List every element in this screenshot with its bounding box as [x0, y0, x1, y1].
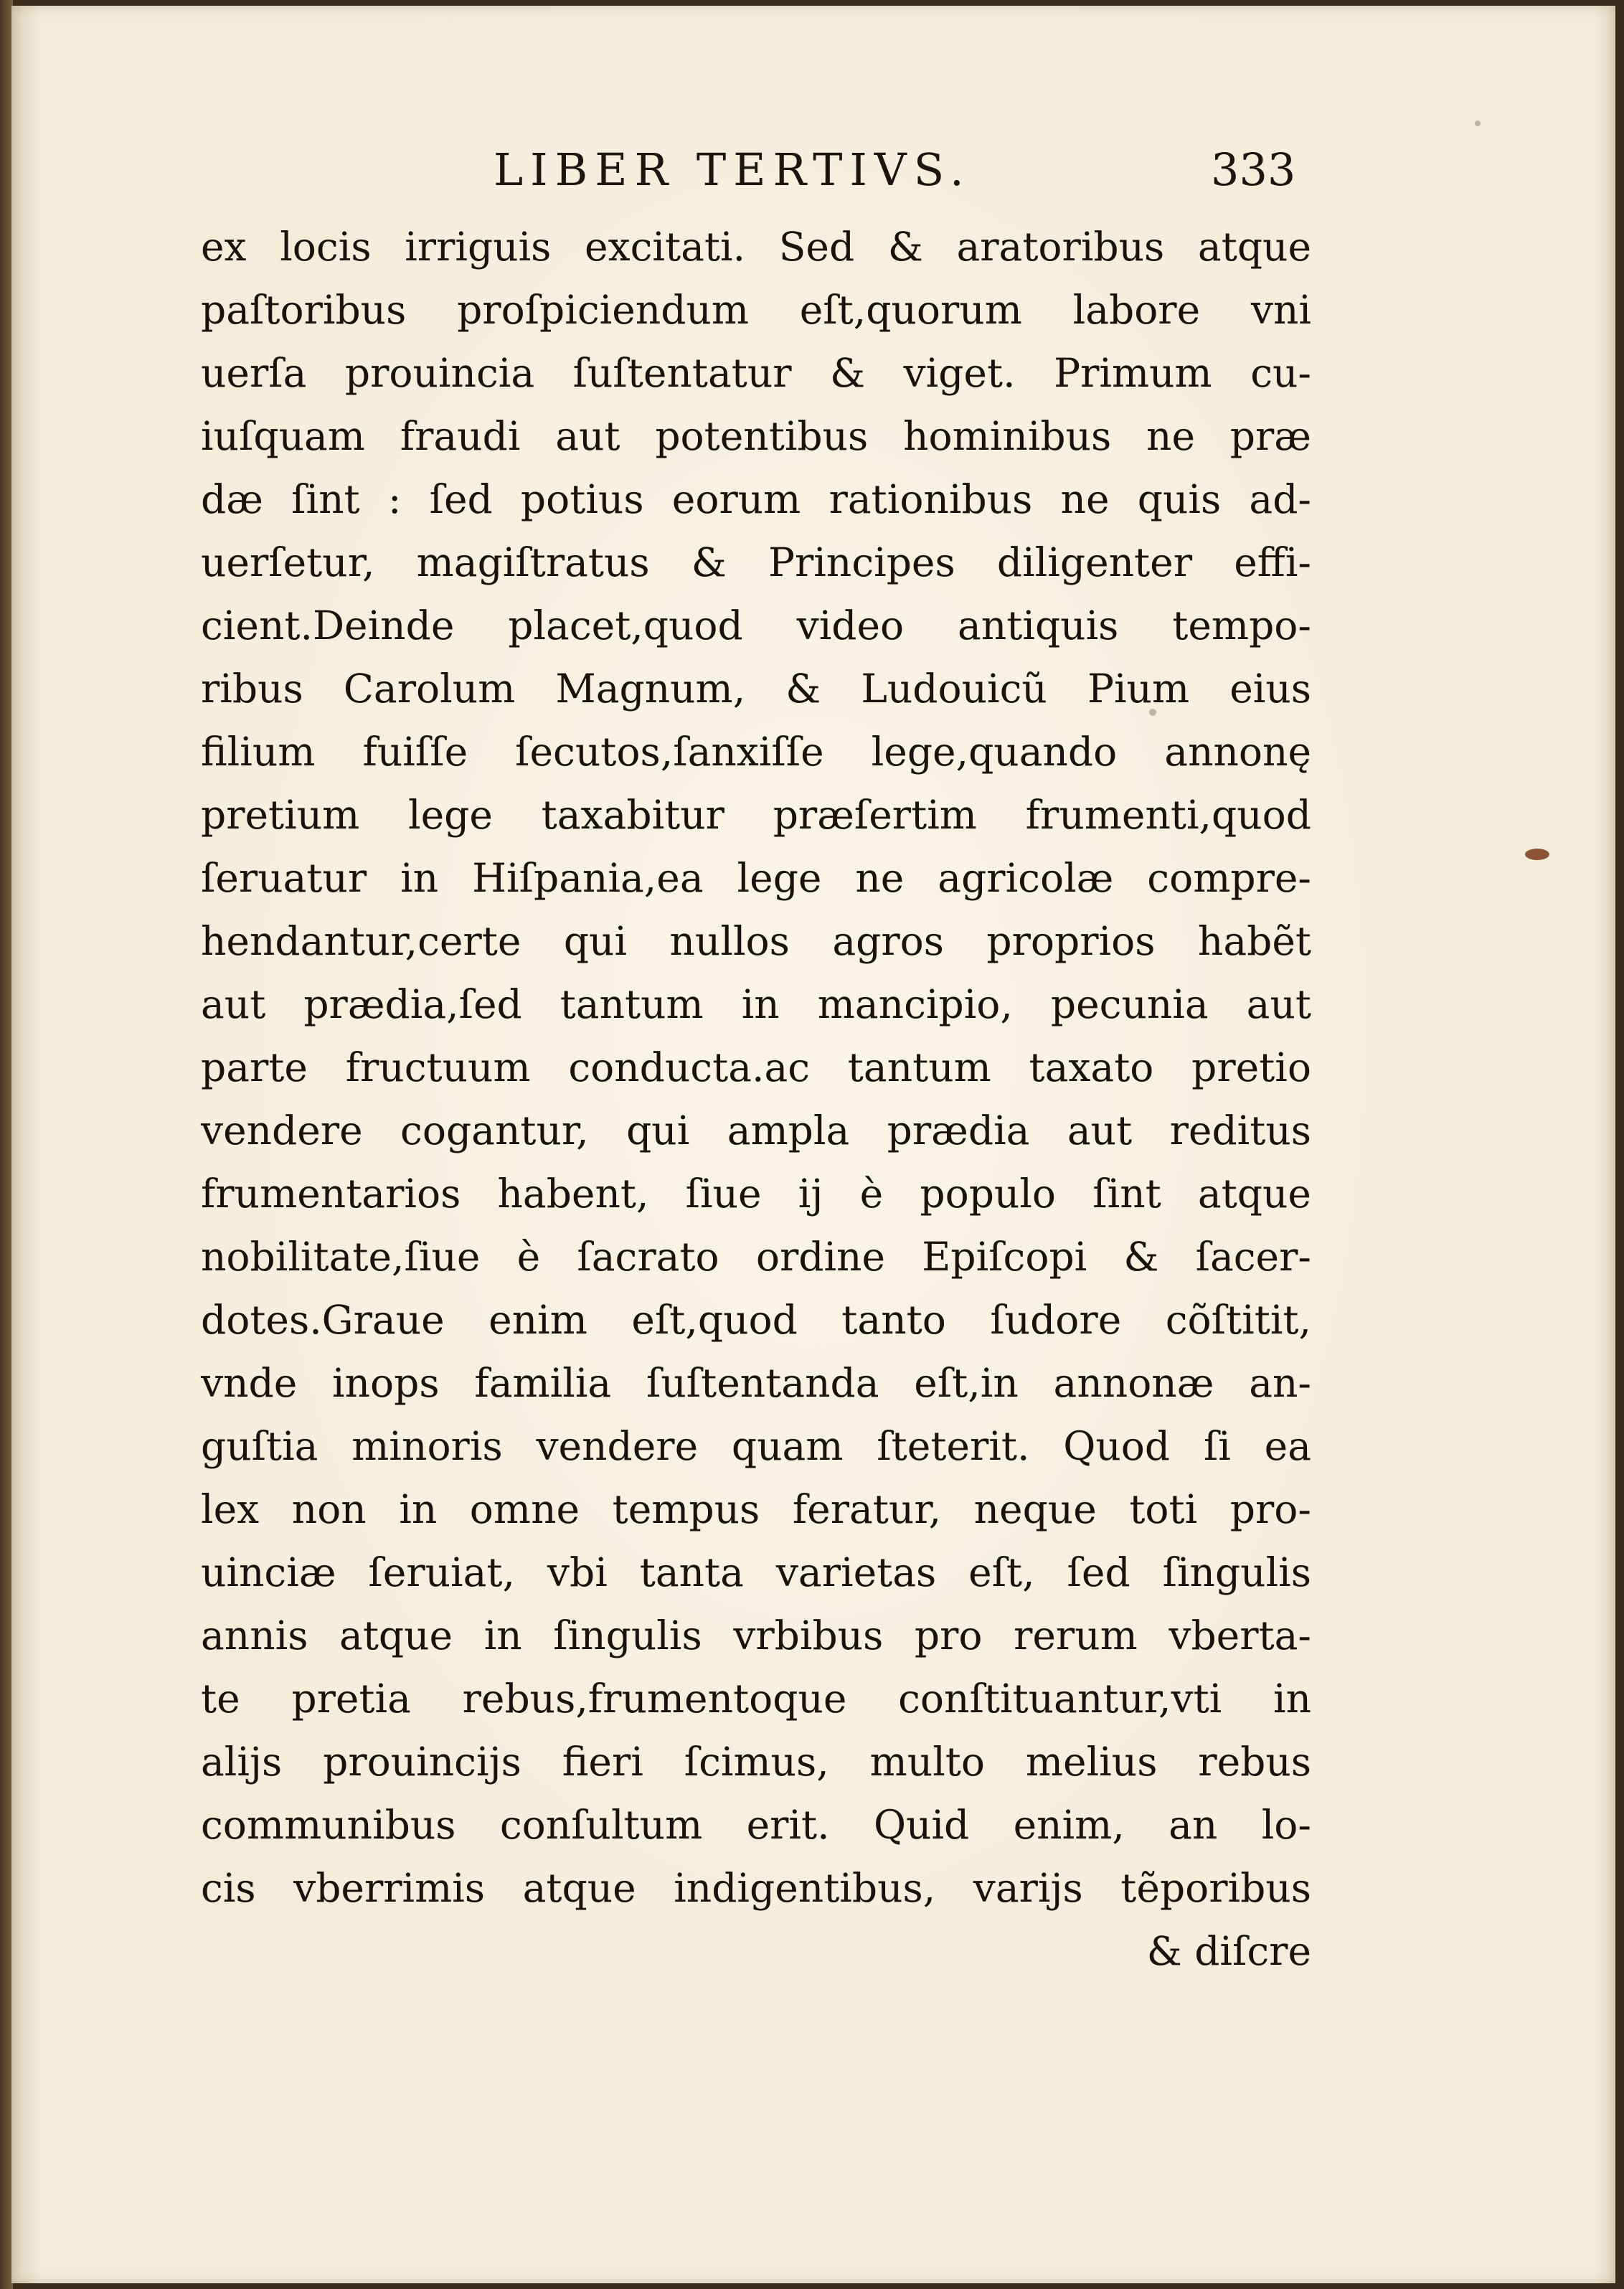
- text-line: pretium lege taxabitur præſertim frumenti,quod: [201, 792, 1311, 838]
- text-line: ex locis irriguis excitati. Sed & aratoribus atque: [201, 224, 1311, 270]
- paper-speck: [1475, 121, 1481, 126]
- text-line: paſtoribus proſpiciendum eſt,quorum labore vni: [201, 287, 1311, 333]
- text-line: iuſquam fraudi aut potentibus hominibus ne præ: [201, 413, 1311, 459]
- text-line: uerſetur, magiſtratus & Principes diligenter effi-: [201, 539, 1311, 585]
- text-line: annis atque in ſingulis vrbibus pro rerum vberta-: [201, 1613, 1311, 1658]
- text-line: vnde inops familia ſuſtentanda eſt,in annonæ an-: [201, 1360, 1311, 1406]
- text-line: nobilitate,ſiue è ſacrato ordine Epiſcopi & ſacer-: [201, 1234, 1311, 1280]
- text-line: uerſa prouincia ſuſtentatur & viget. Primum cu-: [201, 350, 1311, 396]
- text-line: parte fructuum conducta.ac tantum taxato pretio: [201, 1044, 1311, 1090]
- text-line: ſeruatur in Hiſpania,ea lege ne agricolæ compre-: [201, 855, 1311, 901]
- text-line: dæ ſint : ſed potius eorum rationibus ne quis ad-: [201, 476, 1311, 522]
- ink-stain: [1525, 849, 1549, 860]
- text-line: aut prædia,ſed tantum in mancipio, pecunia aut: [201, 981, 1311, 1027]
- text-line: dotes.Graue enim eſt,quod tanto ſudore cõſtitit,: [201, 1297, 1311, 1343]
- page-number: 333: [1211, 143, 1296, 196]
- text-line: uinciæ ſeruiat, vbi tanta varietas eſt, ſed ſingulis: [201, 1549, 1311, 1595]
- text-line: cis vberrimis atque indigentibus, varijs tẽporibus: [201, 1865, 1311, 1911]
- text-line: filium fuiſſe ſecutos,ſanxiſſe lege,quando annonę: [201, 729, 1311, 775]
- text-line: lex non in omne tempus feratur, neque toti pro-: [201, 1486, 1311, 1532]
- text-line: hendantur,certe qui nullos agros proprios habẽt: [201, 918, 1311, 964]
- catchword: & diſcre: [1146, 1928, 1311, 1974]
- text-line: communibus conſultum erit. Quid enim, an lo-: [201, 1802, 1311, 1848]
- text-line: ribus Carolum Magnum, & Ludouicũ Pium eius: [201, 666, 1311, 712]
- text-line: guſtia minoris vendere quam ſteterit. Quod ſi ea: [201, 1423, 1311, 1469]
- text-line: frumentarios habent, ſiue ij è populo ſint atque: [201, 1171, 1311, 1217]
- text-line: alijs prouincijs fieri ſcimus, multo melius rebus: [201, 1739, 1311, 1785]
- running-head: [0, 143, 1624, 208]
- text-line: vendere cogantur, qui ampla prædia aut reditus: [201, 1108, 1311, 1153]
- running-title: LIBER TERTIVS.: [494, 143, 971, 196]
- body-text: [201, 215, 1311, 1983]
- text-line: cient.Deinde placet,quod video antiquis tempo-: [201, 603, 1311, 648]
- text-line: te pretia rebus,frumentoque conſtituantur,vti in: [201, 1676, 1311, 1722]
